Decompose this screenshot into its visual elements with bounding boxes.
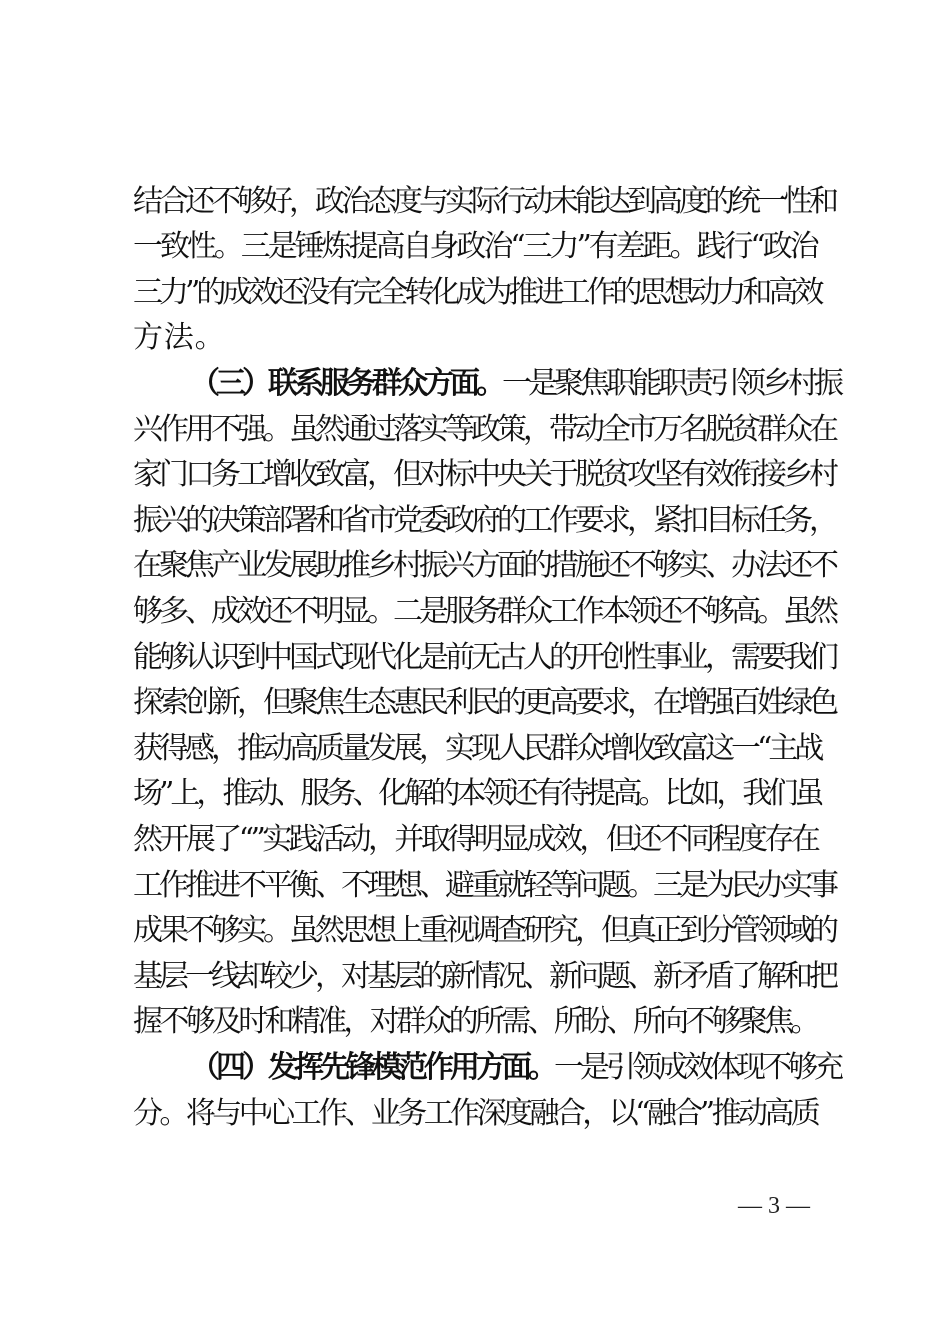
section-heading-4: （四）发挥先锋模范作用方面。 <box>190 1050 554 1085</box>
body-line: 兴作用不强。虽然通过落实等政策，带动全市万名脱贫群众在 <box>133 412 835 447</box>
body-line: 工作推进不平衡、不理想、避重就轻等问题。三是为民办实事 <box>133 868 835 903</box>
body-line: 在聚焦产业发展助推乡村振兴方面的措施还不够实、办法还不 <box>133 548 835 583</box>
page-number: — 3 — <box>738 1193 810 1219</box>
section-heading-3: （三）联系服务群众方面。 <box>190 366 502 401</box>
body-line: 基层一线却较少，对基层的新情况、新问题、新矛盾了解和把 <box>133 959 835 994</box>
body-line: 获得感，推动高质量发展，实现人民群众增收致富这一“主战 <box>133 731 821 766</box>
body-line: 结合还不够好，政治态度与实际行动未能达到高度的统一性和 <box>133 184 835 219</box>
body-line: 够多、成效还不明显。二是服务群众工作本领还不够高。虽然 <box>133 594 835 629</box>
body-line: 握不够及时和精准，对群众的所需、所盼、所向不够聚焦。 <box>133 1004 817 1039</box>
section-heading-line: （四）发挥先锋模范作用方面。一是引领成效体现不够充 <box>190 1050 840 1085</box>
body-line: 方法。 <box>133 320 226 355</box>
body-line: 一致性。三是锤炼提高自身政治“三力”有差距。践行“政治 <box>133 229 817 264</box>
body-line: 三力”的成效还没有完全转化成为推进工作的思想动力和高效 <box>133 275 821 310</box>
body-line: 然开展了“”实践活动，并取得明显成效，但还不同程度存在 <box>133 822 818 857</box>
body-line: 成果不够实。虽然思想上重视调查研究，但真正到分管领域的 <box>133 913 835 948</box>
body-line: 家门口务工增收致富，但对标中央关于脱贫攻坚有效衔接乡村 <box>133 457 835 492</box>
body-line: 场”上，推动、服务、化解的本领还有待提高。比如，我们虽 <box>133 776 821 811</box>
body-line: 分。将与中心工作、业务工作深度融合，以“融合”推动高质 <box>133 1096 818 1131</box>
body-line: 能够认识到中国式现代化是前无古人的开创性事业，需要我们 <box>133 640 835 675</box>
body-line: 探索创新，但聚焦生态惠民利民的更高要求，在增强百姓绿色 <box>133 685 835 720</box>
body-line: 振兴的决策部署和省市党委政府的工作要求，紧扣目标任务， <box>133 503 835 538</box>
section-heading-line: （三）联系服务群众方面。一是聚焦职能职责引领乡村振 <box>190 366 840 401</box>
